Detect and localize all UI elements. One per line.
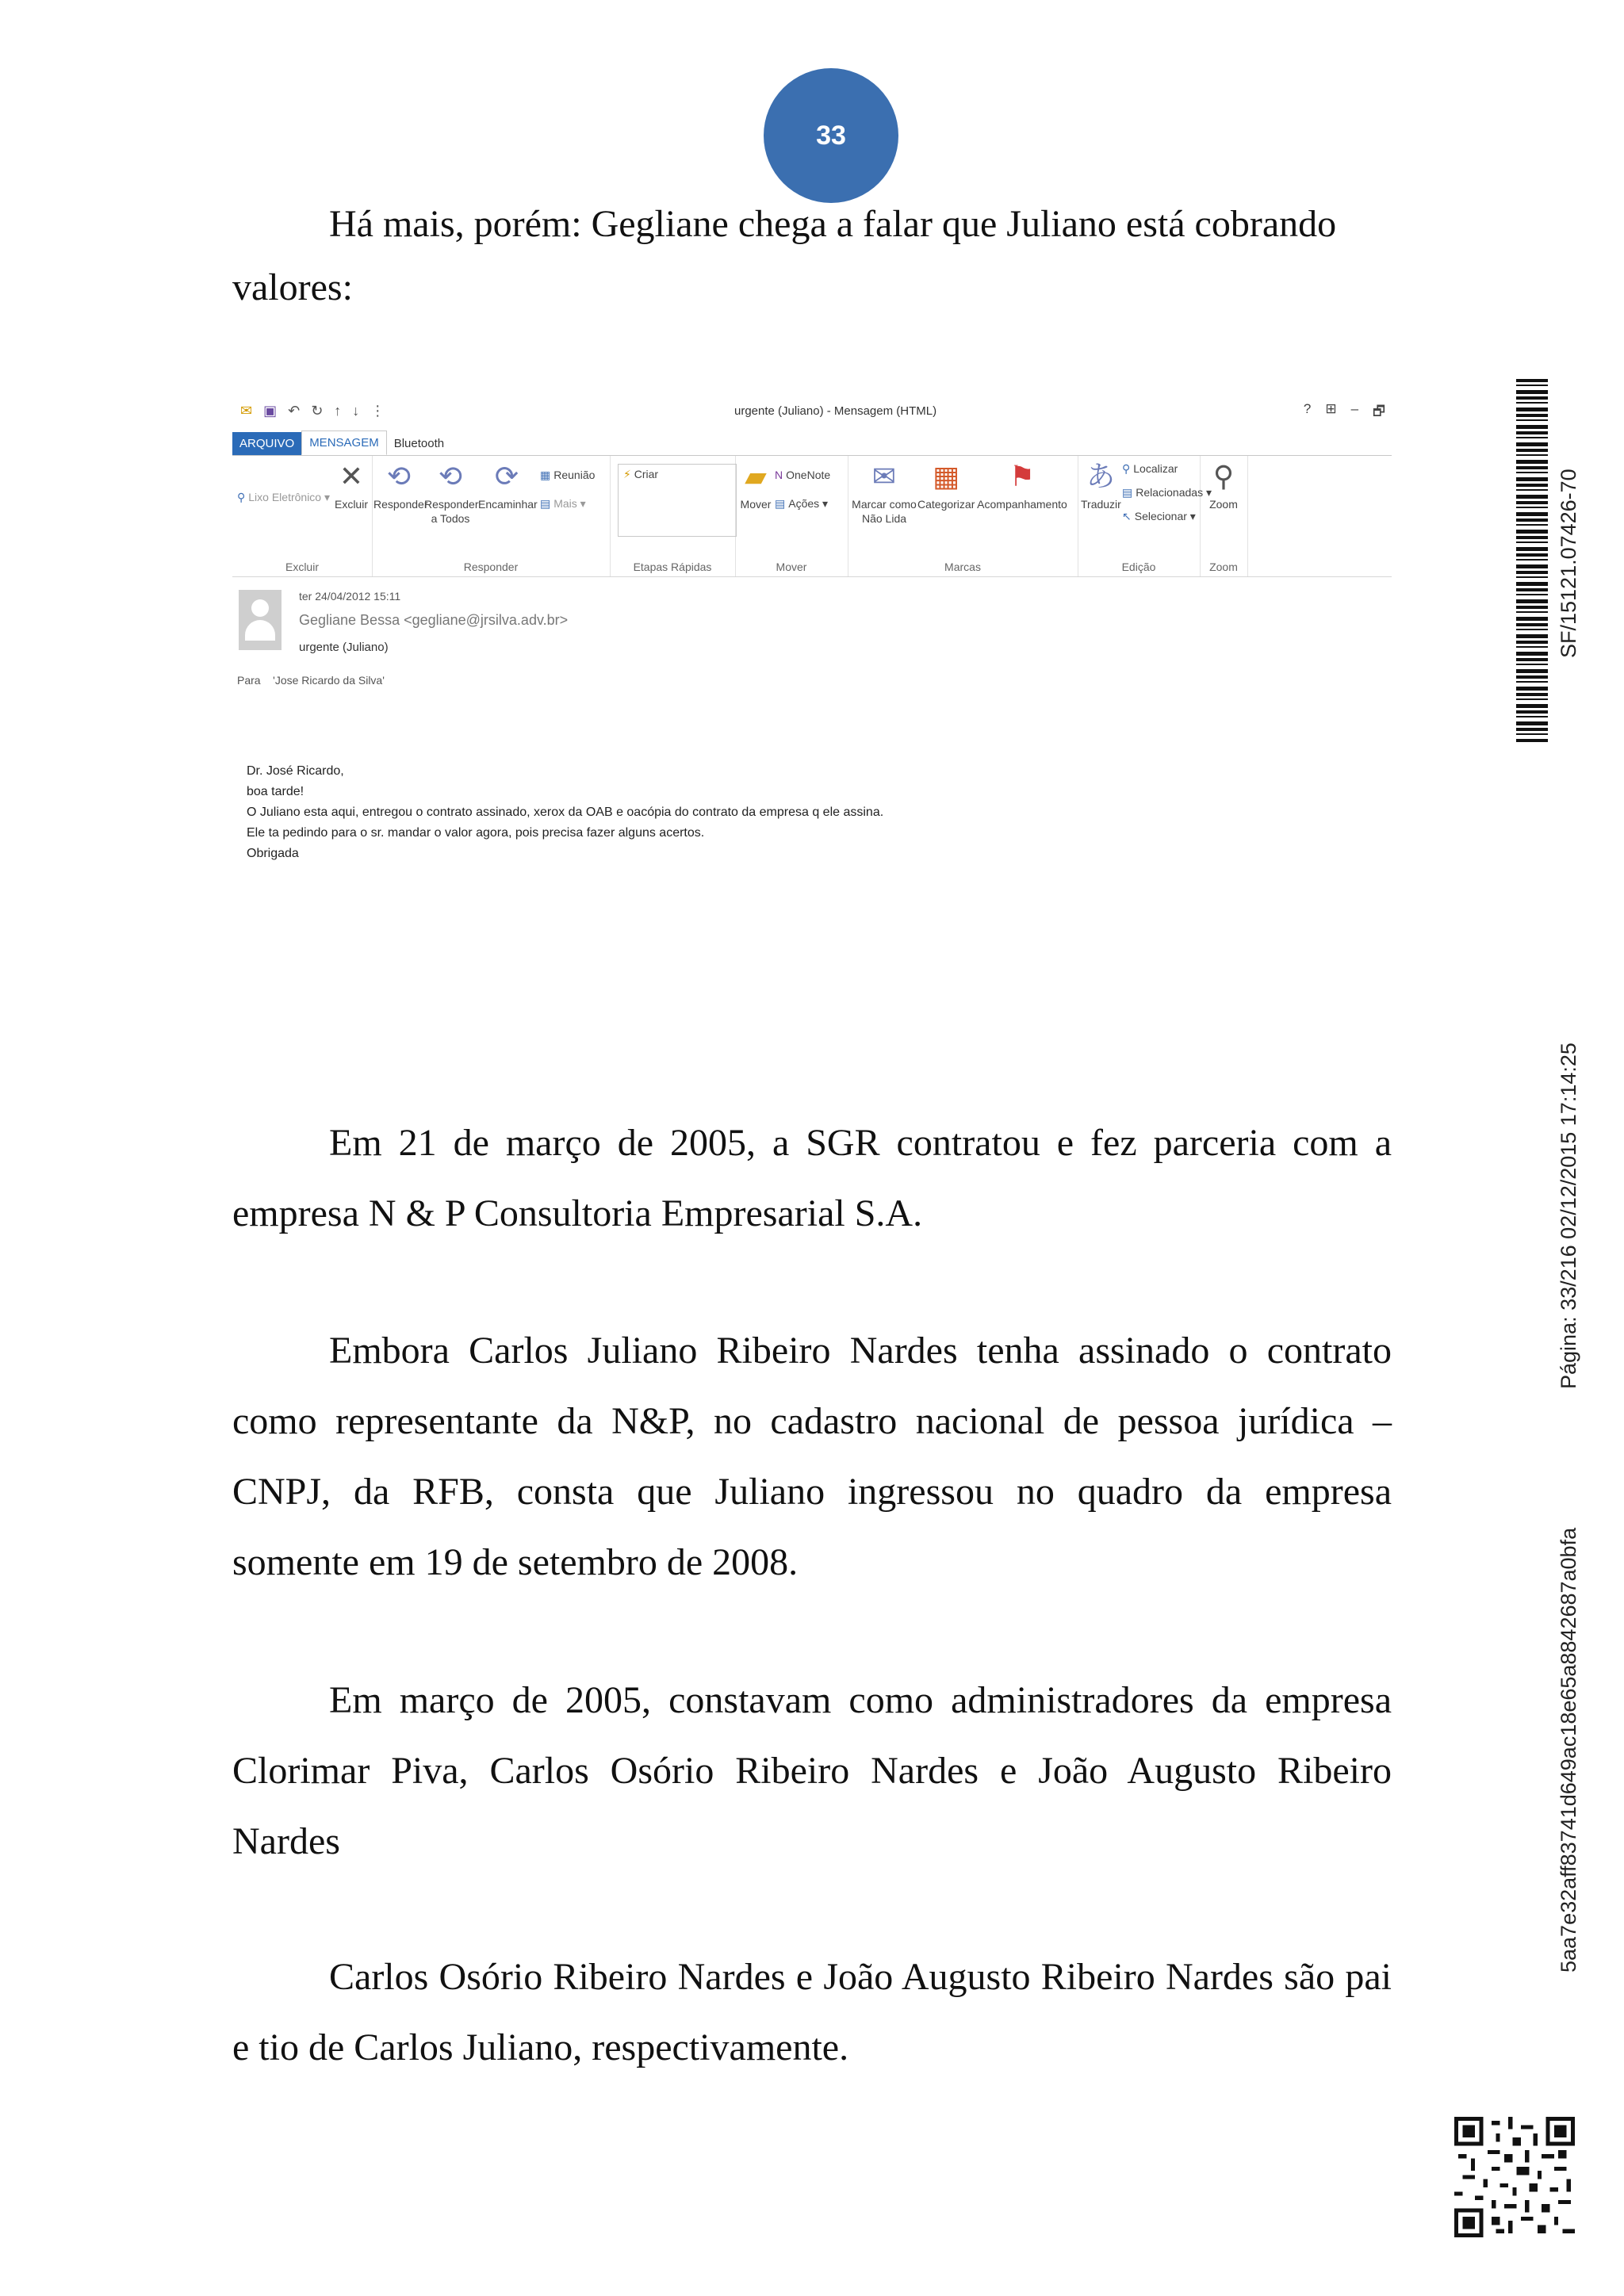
folder-icon: ▰ — [745, 460, 767, 492]
to-recipient[interactable]: 'Jose Ricardo da Silva' — [273, 674, 385, 687]
qr-code — [1454, 2117, 1575, 2237]
email-subject: urgente (Juliano) — [299, 641, 389, 654]
document-hash: 5aa7e32aff83741d649ac18e65a8842687a0bfa — [1557, 1527, 1580, 1973]
group-label-zoom: Zoom — [1209, 561, 1238, 573]
group-label-edicao: Edição — [1121, 561, 1156, 573]
paragraph-contract: Em 21 de março de 2005, a SGR contratou e fez parceria com a empresa N & P Consultoria Empresarial S.A. — [232, 1122, 1392, 1234]
paragraph-intro-line1: Há mais, porém: Gegliane chega a falar que Juliano está cobrando — [329, 203, 1337, 245]
email-date: ter 24/04/2012 15:11 — [299, 590, 401, 603]
arrow-up-icon[interactable]: ↑ — [334, 403, 342, 419]
categorize-button[interactable]: ▦ Categorizar — [917, 460, 975, 511]
onenote-button[interactable]: N OneNote — [775, 469, 831, 481]
meeting-icon: ▦ — [540, 469, 551, 481]
email-body-line: boa tarde! — [247, 785, 304, 798]
group-responder — [372, 456, 611, 576]
protocol-number: SF/15121.07426-70 — [1557, 469, 1580, 658]
ribbon-tabs — [232, 428, 451, 455]
onenote-icon: N — [775, 469, 783, 481]
meeting-button[interactable]: ▦ Reunião — [540, 469, 596, 481]
magnifier-icon: ⚲ — [1212, 460, 1235, 492]
related-button[interactable]: ▤ Relacionadas ▾ — [1122, 486, 1212, 499]
window-controls — [1304, 401, 1385, 424]
sender-avatar — [239, 590, 282, 650]
group-mover — [735, 456, 848, 576]
group-zoom — [1200, 456, 1248, 576]
translate-icon: あ — [1086, 460, 1115, 492]
arrow-down-icon[interactable]: ↓ — [352, 403, 360, 419]
email-screenshot — [232, 396, 1392, 872]
email-sender[interactable]: Gegliane Bessa <gegliane@jrsilva.adv.br> — [299, 612, 569, 628]
delete-icon: ✕ — [339, 460, 364, 492]
group-marcas — [848, 456, 1078, 576]
follow-up-button[interactable]: ⚑ Acompanhamento — [975, 461, 1070, 511]
save-icon[interactable]: ▣ — [263, 403, 278, 419]
select-button[interactable]: ↖ Selecionar ▾ — [1122, 510, 1196, 522]
lightning-icon: ⚡ — [623, 468, 631, 480]
email-body-line: Ele ta pedindo para o sr. mandar o valor agora, pois precisa fazer alguns acertos. — [247, 826, 705, 840]
group-label-mover: Mover — [776, 561, 807, 573]
translate-button[interactable]: あ Traduzir — [1081, 460, 1121, 511]
paragraph-administradores: Em março de 2005, constavam como administradores da empresa Clorimar Piva, Carlos Osório Ribeiro Nardes e João Augusto Ribeiro Nardes — [232, 1679, 1392, 1862]
mark-unread-button[interactable]: ✉ Marcar como Não Lida — [852, 460, 917, 525]
email-body-line: O Juliano esta aqui, entregou o contrato assinado, xerox da OAB e oacópia do contrato da empresa q ele assina. — [247, 806, 884, 819]
find-button[interactable]: ⚲ Localizar — [1122, 462, 1178, 475]
forward-button[interactable]: ⟳ Encaminhar — [478, 460, 538, 511]
flag-icon: ⚑ — [1009, 460, 1036, 492]
to-label: Para — [237, 674, 261, 687]
help-icon[interactable]: ? — [1303, 401, 1312, 416]
window-title: urgente (Juliano) - Mensagem (HTML) — [734, 404, 937, 418]
more-button[interactable]: ▤ Mais ▾ — [540, 497, 586, 510]
related-icon: ▤ — [1122, 486, 1133, 499]
customize-icon[interactable]: ⋮ — [370, 403, 385, 419]
cursor-icon: ↖ — [1122, 510, 1132, 522]
ribbon-display-icon[interactable]: ⊞ — [1325, 401, 1337, 416]
junk-button[interactable]: ⚲ Lixo Eletrônico ▾ — [237, 491, 331, 503]
reply-icon: ⟲ — [386, 460, 412, 492]
email-body-line: Obrigada — [247, 847, 299, 860]
tab-bluetooth[interactable]: Bluetooth — [393, 437, 445, 450]
binoculars-icon: ⚲ — [1122, 462, 1131, 475]
quick-steps-gallery[interactable]: ⚡ Criar — [618, 464, 737, 537]
paragraph-family: Carlos Osório Ribeiro Nardes e João Augusto Ribeiro Nardes são pai e tio de Carlos Juliano, respectivamente. — [232, 1956, 1392, 2068]
group-excluir — [232, 456, 373, 576]
barcode — [1516, 379, 1548, 742]
junk-icon: ⚲ — [237, 491, 246, 503]
undo-icon[interactable]: ↶ — [288, 403, 301, 419]
restore-icon[interactable]: 🗗 — [1373, 404, 1385, 419]
email-body-line: Dr. José Ricardo, — [247, 764, 344, 778]
page-number-badge: 33 — [764, 68, 898, 203]
email-titlebar — [232, 396, 1392, 428]
group-label-etapas: Etapas Rápidas — [633, 561, 712, 573]
categories-icon: ▦ — [932, 460, 959, 492]
envelope-icon: ✉ — [871, 460, 897, 492]
group-edicao — [1078, 456, 1212, 576]
email-to — [237, 674, 385, 687]
delete-button[interactable]: ✕ Excluir — [334, 460, 368, 511]
move-button[interactable]: ▰ Mover — [740, 460, 772, 511]
minimize-icon[interactable]: – — [1350, 401, 1359, 416]
actions-button[interactable]: ▤ Ações ▾ — [775, 497, 829, 510]
group-label-marcas: Marcas — [944, 561, 981, 573]
paragraph-intro-line2: valores: — [232, 266, 353, 308]
zoom-button[interactable]: ⚲ Zoom — [1205, 461, 1243, 511]
reply-all-button[interactable]: ⟲ Responder a Todos — [424, 460, 479, 525]
more-icon: ▤ — [540, 497, 551, 510]
reply-button[interactable]: ⟲ Responder — [373, 460, 428, 511]
redo-icon[interactable]: ↻ — [311, 403, 324, 419]
email-body — [247, 761, 883, 864]
tab-mensagem[interactable]: MENSAGEM — [301, 430, 387, 455]
group-label-responder: Responder — [463, 561, 519, 573]
mail-icon[interactable]: ✉ — [240, 403, 253, 419]
paragraph-cnpj: Embora Carlos Juliano Ribeiro Nardes tenha assinado o contrato como representante da N&P, no cadastro nacional de pessoa jurídica – CNPJ, da RFB, consta que Juliano ingressou no quadro da empresa somente em 19 de setembro de 2008. — [232, 1330, 1392, 1583]
group-label-excluir: Excluir — [285, 561, 319, 573]
page-info-stamp: Página: 33/216 02/12/2015 17:14:25 — [1557, 1043, 1580, 1389]
quick-access-toolbar — [240, 403, 385, 419]
tab-arquivo[interactable]: ARQUIVO — [232, 432, 301, 455]
forward-icon: ⟳ — [494, 460, 519, 492]
reply-all-icon: ⟲ — [438, 460, 463, 492]
group-etapas-rapidas — [610, 456, 736, 576]
ribbon — [232, 455, 1392, 577]
actions-icon: ▤ — [775, 497, 786, 510]
